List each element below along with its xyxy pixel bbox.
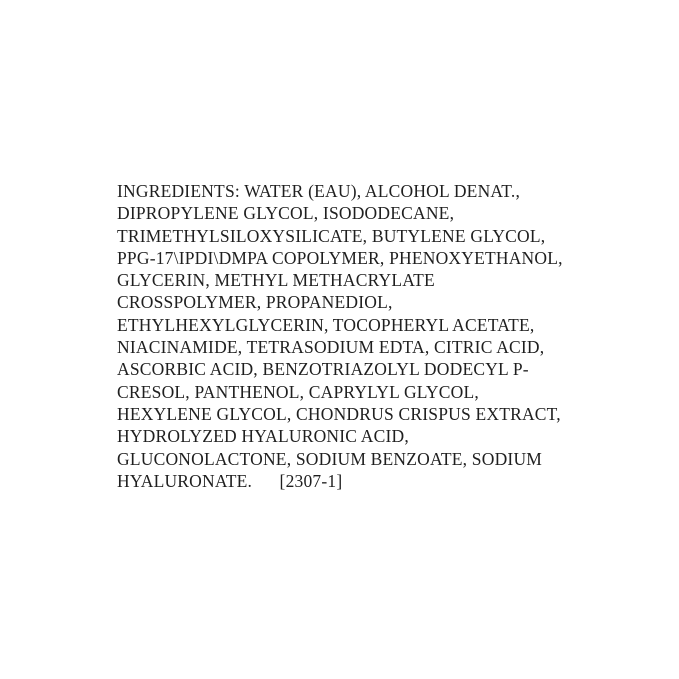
ingredients-line: PPG-17\IPDI\DMPA COPOLYMER, PHENOXYETHANOL, bbox=[117, 247, 563, 268]
ingredients-line: HYDROLYZED HYALURONIC ACID, bbox=[117, 426, 409, 447]
ingredients-line: CRESOL, PANTHENOL, CAPRYLYL GLYCOL, bbox=[117, 381, 479, 402]
ingredients-line: GLUCONOLACTONE, SODIUM BENZOATE, SODIUM bbox=[117, 448, 543, 469]
ingredients-line: ASCORBIC ACID, BENZOTRIAZOLYL DODECYL P- bbox=[117, 359, 529, 380]
ingredients-line-with-batch-code: HYALURONATE. [2307-1] bbox=[117, 470, 343, 491]
ingredients-line: DIPROPYLENE GLYCOL, ISODODECANE, bbox=[117, 203, 455, 224]
ingredients-line: NIACINAMIDE, TETRASODIUM EDTA, CITRIC ACID, bbox=[117, 337, 545, 358]
ingredients-text-block bbox=[117, 180, 577, 492]
ingredients-line: TRIMETHYLSILOXYSILICATE, BUTYLENE GLYCOL, bbox=[117, 225, 546, 246]
ingredients-line: INGREDIENTS: WATER (EAU), ALCOHOL DENAT., bbox=[117, 181, 521, 201]
ingredients-line: ETHYLHEXYLGLYCERIN, TOCOPHERYL ACETATE, bbox=[117, 314, 535, 335]
ingredients-line: GLYCERIN, METHYL METHACRYLATE bbox=[117, 270, 435, 291]
ingredients-line: CROSSPOLYMER, PROPANEDIOL, bbox=[117, 292, 393, 313]
ingredients-line: HEXYLENE GLYCOL, CHONDRUS CRISPUS EXTRACT, bbox=[117, 403, 561, 424]
